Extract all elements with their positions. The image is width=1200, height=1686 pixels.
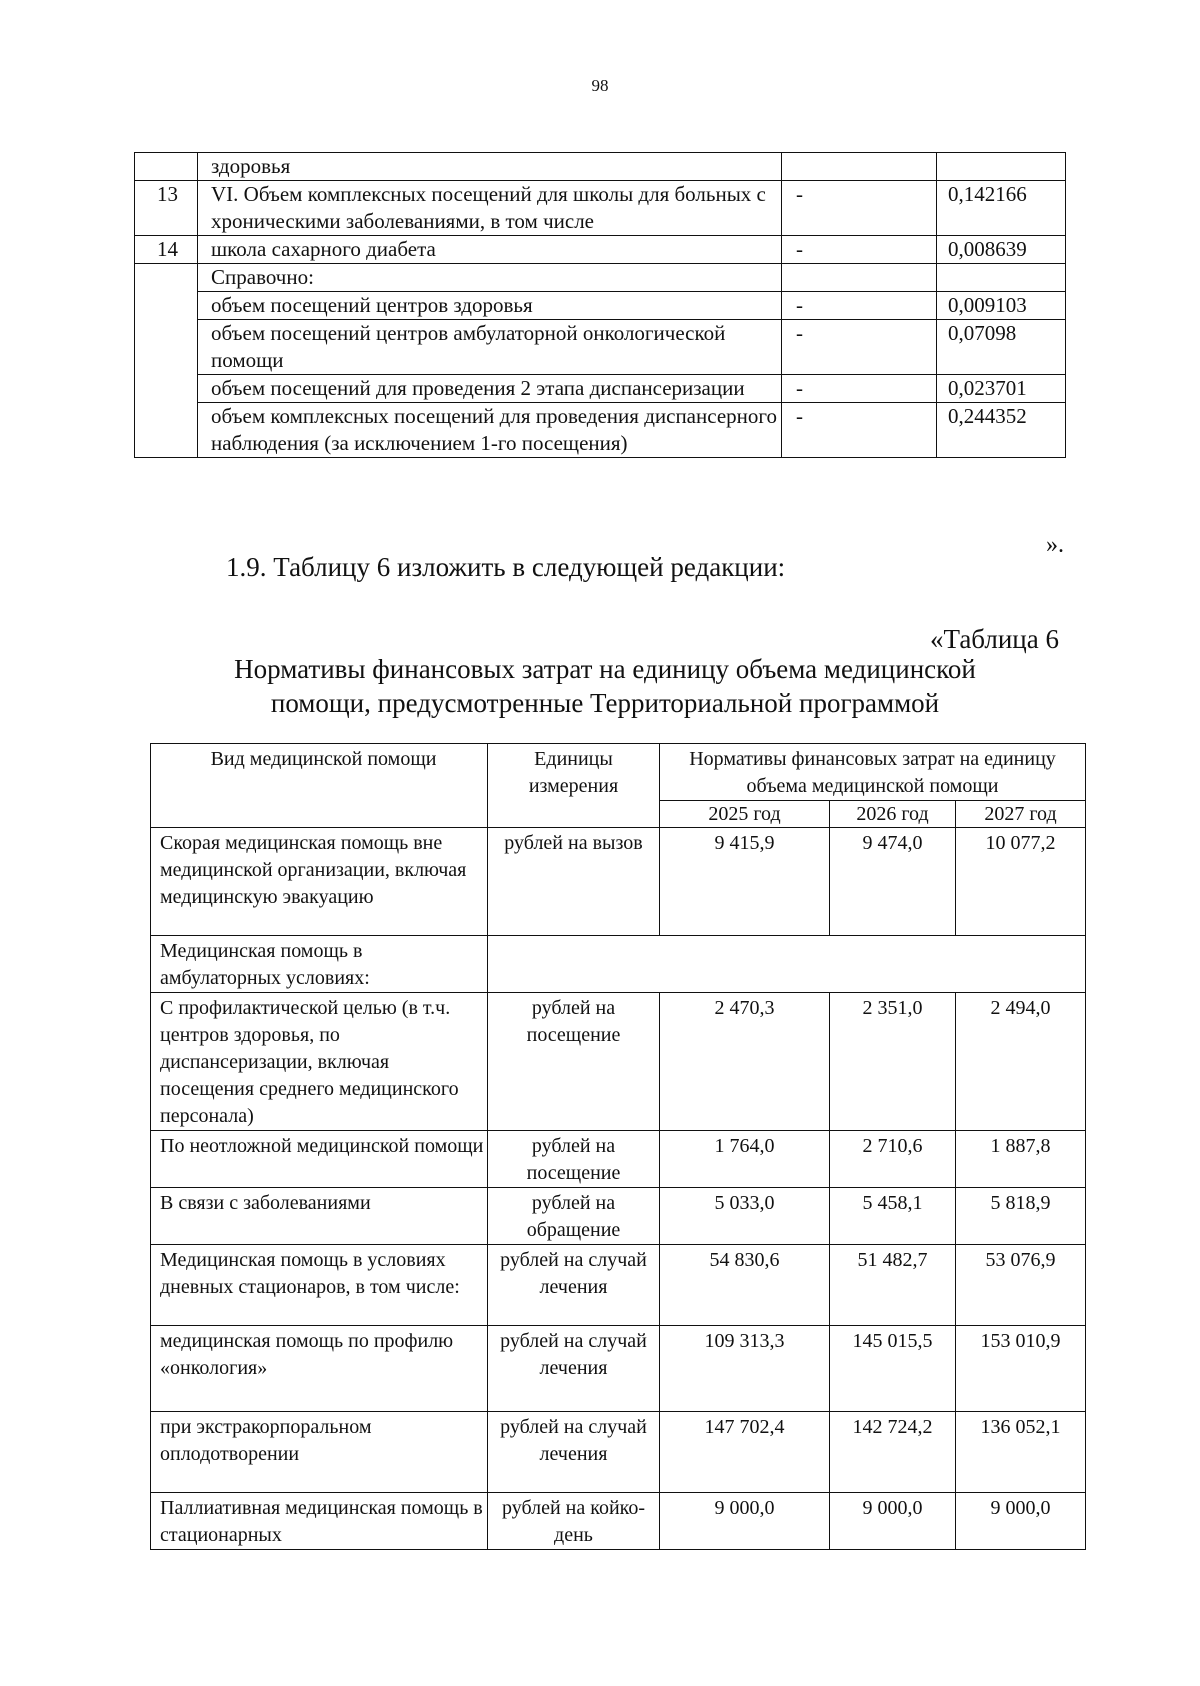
- cost-2027: 136 052,1: [956, 1412, 1086, 1493]
- table-row: [151, 1245, 1086, 1326]
- row-name: объем посещений центров здоровья: [198, 292, 782, 320]
- header-year: 2026 год: [830, 801, 956, 828]
- table-row: [135, 181, 1066, 236]
- row-name: объем комплексных посещений для проведения диспансерного наблюдения (за исключением 1-го посещения): [198, 403, 782, 458]
- care-kind: медицинская помощь по профилю «онкология»: [151, 1326, 488, 1412]
- cost-2025: 5 033,0: [660, 1188, 830, 1245]
- row-value: 0,009103: [937, 292, 1066, 320]
- care-unit: рублей на вызов: [488, 828, 660, 936]
- table-row: [135, 320, 1066, 375]
- cost-2026: 9 000,0: [830, 1493, 956, 1550]
- cost-2026: 9 474,0: [830, 828, 956, 936]
- cost-2026: 145 015,5: [830, 1326, 956, 1412]
- table-title-line: помощи, предусмотренные Территориальной программой: [270, 688, 940, 718]
- table-row: [135, 153, 1066, 181]
- cost-2027: 53 076,9: [956, 1245, 1086, 1326]
- care-kind: По неотложной медицинской помощи: [151, 1131, 488, 1188]
- table-row: [151, 1412, 1086, 1493]
- care-unit: рублей на случай лечения: [488, 1326, 660, 1412]
- table-title-line: Нормативы финансовых затрат на единицу объема медицинской: [234, 654, 976, 684]
- cost-norms-table: [150, 743, 1086, 1550]
- table-row: [151, 1493, 1086, 1550]
- table-row: [151, 1326, 1086, 1412]
- care-unit: рублей на посещение: [488, 1131, 660, 1188]
- section-blank: [488, 936, 1086, 993]
- table-row: [135, 236, 1066, 264]
- cost-2026: 2 710,6: [830, 1131, 956, 1188]
- cost-2027: 9 000,0: [956, 1493, 1086, 1550]
- row-unit: -: [782, 181, 937, 236]
- row-name: объем посещений центров амбулаторной онкологической помощи: [198, 320, 782, 375]
- care-kind: Медицинская помощь в амбулаторных условиях:: [151, 936, 488, 993]
- row-name: VI. Объем комплексных посещений для школы для больных с хроническими заболеваниями, в том числе: [198, 181, 782, 236]
- table-title: [180, 652, 1030, 720]
- row-number: [135, 153, 198, 181]
- cost-2027: 1 887,8: [956, 1131, 1086, 1188]
- cost-2026: 142 724,2: [830, 1412, 956, 1493]
- cost-2025: 54 830,6: [660, 1245, 830, 1326]
- cost-2025: 9 415,9: [660, 828, 830, 936]
- row-unit: -: [782, 236, 937, 264]
- header-year: 2027 год: [956, 801, 1086, 828]
- table-row: [151, 993, 1086, 1131]
- row-name: Справочно:: [198, 264, 782, 292]
- cost-2025: 147 702,4: [660, 1412, 830, 1493]
- row-name: школа сахарного диабета: [198, 236, 782, 264]
- care-unit: рублей на койко-день: [488, 1493, 660, 1550]
- row-unit: -: [782, 292, 937, 320]
- row-number: 13: [135, 181, 198, 236]
- cost-2026: 2 351,0: [830, 993, 956, 1131]
- table-row: [151, 1188, 1086, 1245]
- row-number: 14: [135, 236, 198, 264]
- cost-2027: 153 010,9: [956, 1326, 1086, 1412]
- cost-2027: 10 077,2: [956, 828, 1086, 936]
- table-row: [151, 828, 1086, 936]
- header-norms: Нормативы финансовых затрат на единицу объема медицинской помощи: [660, 744, 1086, 801]
- header-year: 2025 год: [660, 801, 830, 828]
- care-unit: рублей на обращение: [488, 1188, 660, 1245]
- table-row: [151, 1131, 1086, 1188]
- care-kind: Паллиативная медицинская помощь в стационарных: [151, 1493, 488, 1550]
- care-kind: С профилактической целью (в т.ч. центров здоровья, по диспансеризации, включая посещения среднего медицинского персонала): [151, 993, 488, 1131]
- cost-2027: 2 494,0: [956, 993, 1086, 1131]
- page-number: 98: [591, 76, 609, 95]
- care-kind: Медицинская помощь в условиях дневных стационаров, в том числе:: [151, 1245, 488, 1326]
- row-unit: -: [782, 375, 937, 403]
- cost-2026: 5 458,1: [830, 1188, 956, 1245]
- header-row: [151, 744, 1086, 801]
- table-row: [135, 403, 1066, 458]
- row-value: 0,07098: [937, 320, 1066, 375]
- table-row: [135, 375, 1066, 403]
- care-kind: при экстракорпоральном оплодотворении: [151, 1412, 488, 1493]
- volume-table: [134, 152, 1066, 458]
- table-row: [135, 292, 1066, 320]
- cost-2025: 109 313,3: [660, 1326, 830, 1412]
- row-value: 0,142166: [937, 181, 1066, 236]
- table-label: «Таблица 6: [930, 624, 1059, 654]
- row-name: здоровья: [198, 153, 782, 181]
- row-value: 0,008639: [937, 236, 1066, 264]
- row-name: объем посещений для проведения 2 этапа диспансеризации: [198, 375, 782, 403]
- cost-2026: 51 482,7: [830, 1245, 956, 1326]
- cost-2025: 1 764,0: [660, 1131, 830, 1188]
- closing-quote: ».: [1046, 532, 1064, 558]
- row-value: 0,244352: [937, 403, 1066, 458]
- header-unit: Единицы измерения: [488, 744, 660, 828]
- care-kind: В связи с заболеваниями: [151, 1188, 488, 1245]
- row-value: [937, 264, 1066, 292]
- section-row: [151, 936, 1086, 993]
- cost-2027: 5 818,9: [956, 1188, 1086, 1245]
- cost-2025: 2 470,3: [660, 993, 830, 1131]
- cost-2025: 9 000,0: [660, 1493, 830, 1550]
- care-unit: рублей на случай лечения: [488, 1412, 660, 1493]
- row-value: [937, 153, 1066, 181]
- care-unit: рублей на посещение: [488, 993, 660, 1131]
- table-row: [135, 264, 1066, 292]
- amendment-instruction: 1.9. Таблицу 6 изложить в следующей редакции:: [226, 552, 786, 582]
- care-unit: рублей на случай лечения: [488, 1245, 660, 1326]
- row-unit: -: [782, 403, 937, 458]
- row-value: 0,023701: [937, 375, 1066, 403]
- header-kind: Вид медицинской помощи: [151, 744, 488, 828]
- row-unit: [782, 264, 937, 292]
- row-unit: [782, 153, 937, 181]
- care-kind: Скорая медицинская помощь вне медицинской организации, включая медицинскую эвакуацию: [151, 828, 488, 936]
- row-unit: -: [782, 320, 937, 375]
- row-number: [135, 264, 198, 458]
